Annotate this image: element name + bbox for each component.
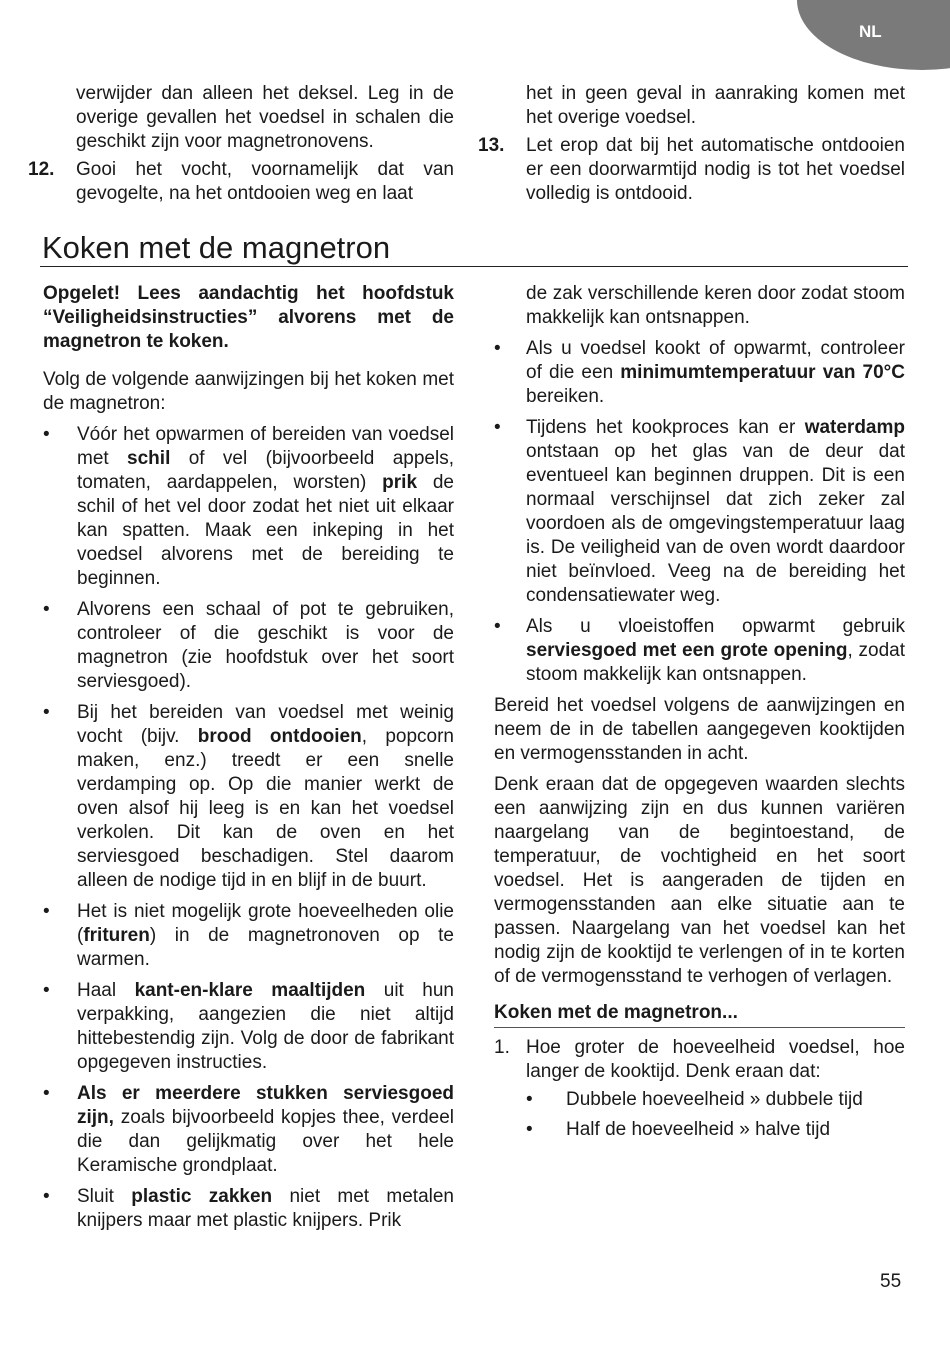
intro-text: Volg de volgende aanwijzingen bij het koken met de magnetron: bbox=[43, 369, 454, 414]
text: ontstaan op het glas van de deur dat eventueel kan beginnen druppen. Dit is een normaal verschijnsel dat zich zeker zal voordoen als de omgevingstemperatuur laag is. De veiligheid van de oven wordt daardoor niet beïnvloed. Veeg na de bereiding het condensatiewater weg. bbox=[526, 441, 905, 606]
bullet-item bbox=[43, 701, 454, 893]
bold-text: plastic zakken bbox=[131, 1186, 273, 1207]
text: Bij het bereiden van voedsel met weinig vocht (bijv. bbox=[77, 702, 454, 747]
text: , zodat stoom makkelijk kan ontsnappen. bbox=[526, 640, 905, 685]
warning-text: Opgelet! Lees aandachtig het hoofdstuk “Veiligheidsinstructies” alvorens met de magnetron te koken. bbox=[43, 283, 454, 352]
bullet-icon: • bbox=[494, 417, 501, 438]
text: Als u voedsel kookt of opwarmt, controleer of die een bbox=[526, 338, 905, 383]
item-number: 13. bbox=[478, 135, 505, 156]
item-text: Let erop dat bij het automatische ontdooien er een doorwarmtijd nodig is tot het voedsel volledig is ontdooid. bbox=[526, 135, 905, 204]
text: Vóór het opwarmen of bereiden van voedsel met bbox=[77, 424, 454, 469]
bullet-item bbox=[494, 615, 905, 687]
section-rule bbox=[40, 266, 908, 267]
bullet-item bbox=[494, 337, 905, 409]
continuation-text: de zak verschillende keren door zodat stoom makkelijk kan ontsnappen. bbox=[526, 283, 905, 328]
top-left-column bbox=[28, 82, 454, 206]
bullet-item bbox=[43, 900, 454, 972]
bullet-item bbox=[43, 598, 454, 694]
item-text: Gooi het vocht, voornamelijk dat van gevogelte, na het ontdooien weg en laat bbox=[76, 159, 454, 204]
bullet-icon: • bbox=[43, 424, 50, 445]
bold-text: brood ontdooien bbox=[197, 726, 362, 747]
top-right-column bbox=[478, 82, 905, 206]
top-right-continuation: het in geen geval in aanraking komen met het overige voedsel. bbox=[526, 83, 905, 128]
top-left-continuation: verwijder dan alleen het deksel. Leg in de overige gevallen het voedsel in schalen die geschikt zijn voor magnetronovens. bbox=[76, 83, 454, 152]
page-number: 55 bbox=[880, 1271, 902, 1292]
language-label: NL bbox=[859, 22, 882, 41]
text: Tijdens het kookproces kan er bbox=[526, 417, 805, 438]
sub-bullet-item bbox=[526, 1088, 905, 1112]
text: bereiken. bbox=[526, 386, 605, 407]
text: Sluit bbox=[77, 1186, 132, 1207]
text: zoals bijvoorbeeld kopjes thee, verdeel die dan gelijkmatig over het hele Keramische grondplaat. bbox=[77, 1107, 454, 1176]
paragraph: Bereid het voedsel volgens de aanwijzingen en neem de in de tabellen aangegeven kooktijden en vermogensstanden in acht. bbox=[494, 695, 905, 764]
bullet-icon: • bbox=[43, 599, 50, 620]
item-number: 1. bbox=[494, 1037, 510, 1058]
left-column bbox=[43, 282, 454, 1240]
numbered-item bbox=[494, 1036, 905, 1142]
bullet-item bbox=[43, 1082, 454, 1178]
item-text: Hoe groter de hoeveelheid voedsel, hoe langer de kooktijd. Denk eraan dat: bbox=[526, 1037, 905, 1082]
bullet-icon: • bbox=[43, 980, 50, 1001]
paragraph: Denk eraan dat de opgegeven waarden slechts een aanwijzing zijn en dus kunnen variëren naargelang van de begintoestand, de temperatuur, de vochtigheid en het soort voedsel. Het is aangeraden de tijden en vermogensstanden aan elke situatie aan te passen. Naargelang van het voedsel kan het nodig zijn de kooktijd te verlengen of in te korten of de vermogensstand te verhogen of verlagen. bbox=[494, 774, 905, 987]
text: de schil of het vel door zodat het niet uit elkaar kan spatten. Maak een inkeping in het voedsel alvorens met de bereiding te beginnen. bbox=[77, 472, 454, 589]
bold-text: serviesgoed met een grote opening bbox=[526, 640, 848, 661]
bullet-icon: • bbox=[43, 1083, 50, 1104]
text: of vel (bijvoorbeeld appels, tomaten, aardappelen, worsten) bbox=[77, 448, 454, 493]
text: Alvorens een schaal of pot te gebruiken, controleer of die geschikt is voor de magnetron (zie hoofdstuk over het soort serviesgoed). bbox=[77, 599, 454, 692]
bullet-icon: • bbox=[43, 901, 50, 922]
text: Het is niet mogelijk grote hoeveelheden olie ( bbox=[77, 901, 454, 946]
right-column bbox=[494, 282, 905, 1148]
text: , popcorn maken, enz.) treedt er een snelle verdamping op. Op die manier werkt de oven alsof hij leeg is en kan het voedsel verkolen. Dit kan de oven en het serviesgoed beschadigen. Stel daarom alleen de nodige tijd in en blijf in de buurt. bbox=[77, 726, 454, 891]
bold-text: minimumtemperatuur van 70°C bbox=[620, 362, 905, 383]
text: Haal bbox=[77, 980, 135, 1001]
bold-text: Als er meerdere stukken serviesgoed zijn, bbox=[77, 1083, 454, 1128]
bullet-icon: • bbox=[526, 1119, 533, 1140]
item-number: 12. bbox=[28, 159, 55, 180]
sub-bullet-item bbox=[526, 1118, 905, 1142]
subheading: Koken met de magnetron... bbox=[494, 1001, 905, 1028]
list-item-13 bbox=[478, 134, 905, 206]
bold-text: kant-en-klare maaltijden bbox=[134, 980, 366, 1001]
bullet-icon: • bbox=[494, 616, 501, 637]
bold-text: schil bbox=[127, 448, 171, 469]
bullet-icon: • bbox=[494, 338, 501, 359]
bullet-item bbox=[43, 979, 454, 1075]
bold-text: waterdamp bbox=[804, 417, 905, 438]
text: niet met metalen knijpers maar met plastic knijpers. Prik bbox=[77, 1186, 454, 1231]
bullet-item bbox=[43, 423, 454, 591]
bold-text: frituren bbox=[83, 925, 150, 946]
text: Dubbele hoeveelheid » dubbele tijd bbox=[566, 1089, 863, 1110]
language-tab bbox=[797, 0, 950, 70]
text: ) in de magnetronoven op te warmen. bbox=[77, 925, 454, 970]
bullet-icon: • bbox=[43, 702, 50, 723]
text: Als u vloeistoffen opwarmt gebruik bbox=[526, 616, 905, 637]
bullet-icon: • bbox=[43, 1186, 50, 1207]
text: Half de hoeveelheid » halve tijd bbox=[566, 1119, 831, 1140]
list-item-12 bbox=[28, 158, 454, 206]
bullet-item bbox=[494, 416, 905, 608]
bullet-item bbox=[43, 1185, 454, 1233]
text: uit hun verpakking, aangezien die niet altijd hittebestendig zijn. Volg de door de fabrikant opgegeven instructies. bbox=[77, 980, 454, 1073]
bullet-icon: • bbox=[526, 1089, 533, 1110]
section-title: Koken met de magnetron bbox=[42, 230, 391, 265]
bold-text: prik bbox=[382, 472, 418, 493]
